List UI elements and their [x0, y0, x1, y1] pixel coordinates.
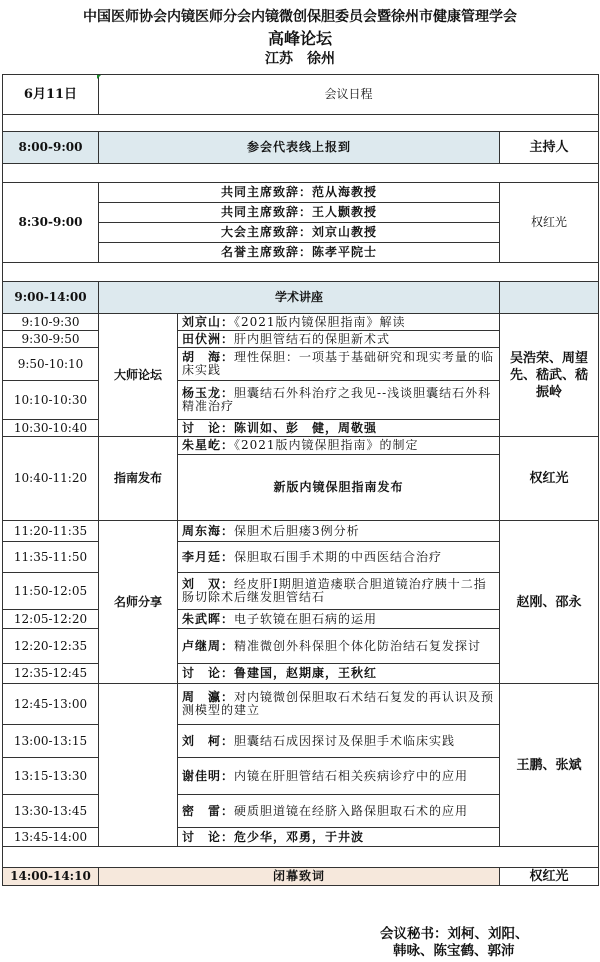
- opening-row: [3, 183, 599, 203]
- talk-speaker: 刘京山：: [182, 314, 235, 329]
- talk-speaker: 密 雷：: [182, 803, 235, 818]
- talk-topic: 对内镜微创保胆取石术结石复发的再认识及预测模型的建立: [182, 690, 495, 717]
- talk-time: 10:10-10:30: [3, 381, 99, 420]
- talk-time: 11:50-12:05: [3, 573, 99, 610]
- footer-line1: 会议秘书：刘柯、刘阳、: [380, 926, 529, 942]
- talk-topic: 精准微创外科保胆个体化防治结石复发探讨: [234, 638, 482, 653]
- talk-cell: [178, 664, 500, 684]
- spacer-row: [3, 115, 599, 132]
- talk-row: [3, 437, 599, 455]
- header-forum-title: 高峰论坛: [267, 29, 332, 48]
- talk-time: 12:45-13:00: [3, 684, 99, 725]
- cell-marker-icon: [97, 75, 101, 79]
- talk-time: 9:50-10:10: [3, 348, 99, 381]
- opening-speech: 名誉主席致辞：陈孝平院士: [99, 243, 500, 263]
- talk-speaker: 朱星屹：: [182, 438, 235, 452]
- talk-topic: 保胆取石围手术期的中西医结合治疗: [234, 549, 443, 564]
- schedule-table: [2, 74, 599, 886]
- talk-topic: 电子软镜在胆石病的运用: [234, 611, 378, 626]
- talk-cell: [178, 314, 500, 331]
- talk-cell: [178, 331, 500, 348]
- talk-time: 9:30-9:50: [3, 331, 99, 348]
- lecture-header-row: [3, 282, 599, 314]
- talk-topic: 《2021版内镜保胆指南》的制定: [234, 438, 419, 452]
- talk-time: 13:00-13:15: [3, 725, 99, 758]
- talk-speaker: 周东海：: [182, 523, 235, 538]
- talk-speaker: 卢继周：: [182, 638, 235, 653]
- talk-cell: [178, 573, 500, 610]
- talk-topic: 肝内胆管结石的保胆新术式: [234, 331, 391, 346]
- footer-line2: 韩咏、陈宝鹤、郭沛: [393, 943, 515, 959]
- lecture-title: 学术讲座: [99, 282, 500, 314]
- talk-row: [3, 314, 599, 331]
- header-line1: 中国医师协会内镜医师分会内镜微创保胆委员会暨徐州市健康管理学会: [83, 9, 517, 25]
- spacer-row: [3, 164, 599, 183]
- talk-speaker: 胡 海：: [182, 350, 235, 364]
- talk-speaker: 讨 论：: [182, 666, 235, 680]
- session-name: 指南发布: [99, 437, 178, 521]
- session-host: 吴浩荣、周望先、嵇武、嵇振岭: [500, 314, 599, 437]
- closing-text: 闭幕致词: [99, 868, 500, 886]
- host-header: 主持人: [500, 132, 599, 164]
- talk-speaker: 刘 双：: [182, 577, 235, 591]
- talk-time: 12:20-12:35: [3, 629, 99, 664]
- talk-cell: [178, 610, 500, 629]
- talk-topic: 鲁建国，赵期康，王秋红: [234, 666, 378, 680]
- registration-row: [3, 132, 599, 164]
- talk-time: 10:40-11:20: [3, 437, 99, 521]
- talk-topic: 陈训如、彭 健，周敬强: [234, 420, 378, 435]
- guideline-release: 新版内镜保胆指南发布: [178, 455, 500, 521]
- talk-topic: 内镜在肝胆管结石相关疾病诊疗中的应用: [234, 768, 469, 783]
- talk-speaker: 李月廷：: [182, 549, 235, 564]
- talk-speaker: 谢佳明：: [182, 768, 235, 783]
- talk-row: [3, 684, 599, 725]
- talk-cell: [178, 420, 500, 437]
- talk-cell: [178, 725, 500, 758]
- talk-topic: 胆囊结石外科治疗之我见--浅谈胆囊结石外科精准治疗: [182, 386, 492, 413]
- date-cell: 6月11日: [3, 75, 99, 115]
- talk-time: 13:15-13:30: [3, 758, 99, 795]
- talk-row: [3, 521, 599, 542]
- closing-row: [3, 868, 599, 886]
- talk-cell: [178, 381, 500, 420]
- registration-time: 8:00-9:00: [3, 132, 99, 164]
- session-name: [99, 684, 178, 847]
- talk-time: 13:45-14:00: [3, 828, 99, 847]
- closing-host: 权红光: [500, 868, 599, 886]
- talk-speaker: 讨 论：: [182, 420, 235, 435]
- talk-time: 13:30-13:45: [3, 795, 99, 828]
- session-host: 权红光: [500, 437, 599, 521]
- talk-topic: 《2021版内镜保胆指南》解读: [234, 314, 406, 329]
- talk-topic: 保胆术后胆瘘3例分析: [234, 523, 360, 538]
- talk-speaker: 讨 论：: [182, 829, 235, 844]
- talk-cell: [178, 348, 500, 381]
- talk-speaker: 朱武晖：: [182, 611, 235, 626]
- talk-speaker: 刘 柯：: [182, 733, 235, 748]
- talk-cell: [178, 542, 500, 573]
- talk-speaker: 杨玉龙：: [182, 386, 235, 400]
- talk-topic: 胆囊结石成因探讨及保胆手术临床实践: [234, 733, 456, 748]
- talk-time: 10:30-10:40: [3, 420, 99, 437]
- header-location: 江苏 徐州: [265, 51, 335, 67]
- opening-speech: 大会主席致辞：刘京山教授: [99, 223, 500, 243]
- talk-topic: 危少华，邓勇，于井波: [234, 829, 365, 844]
- session-name: 名师分享: [99, 521, 178, 684]
- talk-time: 12:35-12:45: [3, 664, 99, 684]
- footer-secretary: [380, 926, 600, 960]
- lecture-time: 9:00-14:00: [3, 282, 99, 314]
- talk-speaker: 田伏洲：: [182, 331, 235, 346]
- talk-topic: 硬质胆道镜在经脐入路保胆取石术的应用: [234, 803, 469, 818]
- talk-time: 11:20-11:35: [3, 521, 99, 542]
- spacer-row: [3, 847, 599, 868]
- opening-host: 权红光: [500, 183, 599, 263]
- talk-cell: [178, 437, 500, 455]
- talk-cell: [178, 758, 500, 795]
- opening-speech: 共同主席致辞：范从海教授: [99, 183, 500, 203]
- registration-text: 参会代表线上报到: [99, 132, 500, 164]
- session-host: 赵刚、邵永: [500, 521, 599, 684]
- talk-time: 12:05-12:20: [3, 610, 99, 629]
- talk-cell: [178, 629, 500, 664]
- opening-speech: 共同主席致辞：王人颢教授: [99, 203, 500, 223]
- opening-time: 8:30-9:00: [3, 183, 99, 263]
- talk-cell: [178, 828, 500, 847]
- agenda-title: 会议日程: [99, 75, 599, 115]
- date-row: [3, 75, 599, 115]
- talk-time: 11:35-11:50: [3, 542, 99, 573]
- closing-time: 14:00-14:10: [3, 868, 99, 886]
- session-host: 王鹏、张斌: [500, 684, 599, 847]
- talk-cell: [178, 684, 500, 725]
- talk-cell: [178, 521, 500, 542]
- talk-topic: 经皮肝I期胆道造瘘联合胆道镜治疗胰十二指肠切除术后继发胆管结石: [182, 577, 487, 604]
- talk-topic: 理性保胆：一项基于基础研究和现实考量的临床实践: [182, 350, 495, 377]
- talk-cell: [178, 795, 500, 828]
- session-name: 大师论坛: [99, 314, 178, 437]
- spacer-row: [3, 263, 599, 282]
- talk-time: 9:10-9:30: [3, 314, 99, 331]
- lecture-host-blank: [500, 282, 599, 314]
- talk-speaker: 周 瀛：: [182, 690, 235, 704]
